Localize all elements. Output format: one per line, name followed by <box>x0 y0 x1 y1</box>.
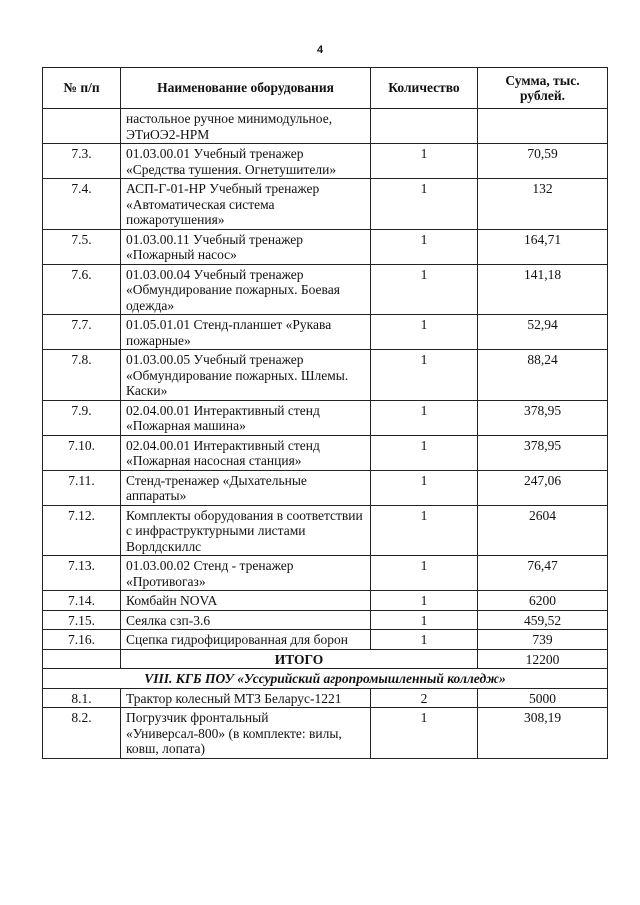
table-row <box>43 708 608 759</box>
amount <box>478 109 608 144</box>
amount: 5000 <box>478 688 608 708</box>
table-row <box>43 315 608 350</box>
table-row <box>43 435 608 470</box>
amount: 459,52 <box>478 610 608 630</box>
table-row <box>43 470 608 505</box>
equipment-name: Сеялка сзп-3.6 <box>121 610 371 630</box>
amount: 2604 <box>478 505 608 556</box>
table-row <box>43 109 608 144</box>
equipment-name: настольное ручное минимодульное, ЭТиОЭ2-НРМ <box>121 109 371 144</box>
row-number: 7.13. <box>43 556 121 591</box>
amount: 739 <box>478 630 608 650</box>
amount: 308,19 <box>478 708 608 759</box>
row-number: 7.16. <box>43 630 121 650</box>
amount: 141,18 <box>478 264 608 315</box>
row-number: 8.2. <box>43 708 121 759</box>
amount: 88,24 <box>478 350 608 401</box>
table-row <box>43 556 608 591</box>
table-row <box>43 505 608 556</box>
equipment-name: Комплекты оборудования в соответствии с инфраструктурными листами Ворлдскиллс <box>121 505 371 556</box>
total-label: ИТОГО <box>121 649 478 669</box>
equipment-name: АСП-Г-01-НР Учебный тренажер «Автоматическая система пожаротушения» <box>121 179 371 230</box>
amount: 70,59 <box>478 144 608 179</box>
quantity: 1 <box>371 610 478 630</box>
section-row <box>43 669 608 689</box>
quantity: 1 <box>371 350 478 401</box>
equipment-name: 01.05.01.01 Стенд-планшет «Рукава пожарные» <box>121 315 371 350</box>
row-number: 7.12. <box>43 505 121 556</box>
table-row <box>43 350 608 401</box>
table-row <box>43 591 608 611</box>
quantity: 1 <box>371 400 478 435</box>
amount: 76,47 <box>478 556 608 591</box>
amount: 378,95 <box>478 435 608 470</box>
equipment-name: Сцепка гидрофицированная для борон <box>121 630 371 650</box>
section-heading: VIII. КГБ ПОУ «Уссурийский агропромышленный колледж» <box>43 669 608 689</box>
page-number: 4 <box>316 44 324 56</box>
equipment-name: Стенд-тренажер «Дыхательные аппараты» <box>121 470 371 505</box>
equipment-name: Трактор колесный МТЗ Беларус-1221 <box>121 688 371 708</box>
quantity: 1 <box>371 470 478 505</box>
equipment-name: 01.03.00.04 Учебный тренажер «Обмундирование пожарных. Боевая одежда» <box>121 264 371 315</box>
row-number: 7.5. <box>43 229 121 264</box>
equipment-name: 01.03.00.01 Учебный тренажер «Средства тушения. Огнетушители» <box>121 144 371 179</box>
header-sum: Сумма, тыс. рублей. <box>478 68 608 109</box>
quantity <box>371 109 478 144</box>
total-spacer <box>43 649 121 669</box>
table-row <box>43 264 608 315</box>
table-row <box>43 229 608 264</box>
row-number: 7.10. <box>43 435 121 470</box>
equipment-name: Комбайн NOVA <box>121 591 371 611</box>
row-number: 7.7. <box>43 315 121 350</box>
header-name: Наименование оборудования <box>121 68 371 109</box>
row-number: 7.9. <box>43 400 121 435</box>
quantity: 1 <box>371 264 478 315</box>
amount: 52,94 <box>478 315 608 350</box>
amount: 378,95 <box>478 400 608 435</box>
quantity: 2 <box>371 688 478 708</box>
total-row <box>43 649 608 669</box>
table-row <box>43 400 608 435</box>
amount: 164,71 <box>478 229 608 264</box>
equipment-name: Погрузчик фронтальный «Универсал-800» (в комплекте: вилы, ковш, лопата) <box>121 708 371 759</box>
row-number: 7.8. <box>43 350 121 401</box>
amount: 6200 <box>478 591 608 611</box>
row-number: 7.11. <box>43 470 121 505</box>
total-amount: 12200 <box>478 649 608 669</box>
row-number: 7.6. <box>43 264 121 315</box>
row-number: 7.15. <box>43 610 121 630</box>
header-num: № п/п <box>43 68 121 109</box>
equipment-name: 02.04.00.01 Интерактивный стенд «Пожарная машина» <box>121 400 371 435</box>
row-number <box>43 109 121 144</box>
quantity: 1 <box>371 591 478 611</box>
table-row <box>43 144 608 179</box>
quantity: 1 <box>371 708 478 759</box>
table-row <box>43 179 608 230</box>
table-row <box>43 688 608 708</box>
quantity: 1 <box>371 179 478 230</box>
quantity: 1 <box>371 144 478 179</box>
table-header-row <box>43 68 608 109</box>
header-qty: Количество <box>371 68 478 109</box>
quantity: 1 <box>371 556 478 591</box>
quantity: 1 <box>371 505 478 556</box>
equipment-name: 01.03.00.02 Стенд - тренажер «Противогаз» <box>121 556 371 591</box>
quantity: 1 <box>371 315 478 350</box>
quantity: 1 <box>371 630 478 650</box>
quantity: 1 <box>371 229 478 264</box>
amount: 132 <box>478 179 608 230</box>
equipment-name: 01.03.00.05 Учебный тренажер «Обмундирование пожарных. Шлемы. Каски» <box>121 350 371 401</box>
equipment-name: 01.03.00.11 Учебный тренажер «Пожарный насос» <box>121 229 371 264</box>
row-number: 7.3. <box>43 144 121 179</box>
row-number: 8.1. <box>43 688 121 708</box>
equipment-name: 02.04.00.01 Интерактивный стенд «Пожарная насосная станция» <box>121 435 371 470</box>
table-row <box>43 630 608 650</box>
quantity: 1 <box>371 435 478 470</box>
row-number: 7.14. <box>43 591 121 611</box>
table-row <box>43 610 608 630</box>
equipment-table <box>42 67 608 759</box>
amount: 247,06 <box>478 470 608 505</box>
row-number: 7.4. <box>43 179 121 230</box>
